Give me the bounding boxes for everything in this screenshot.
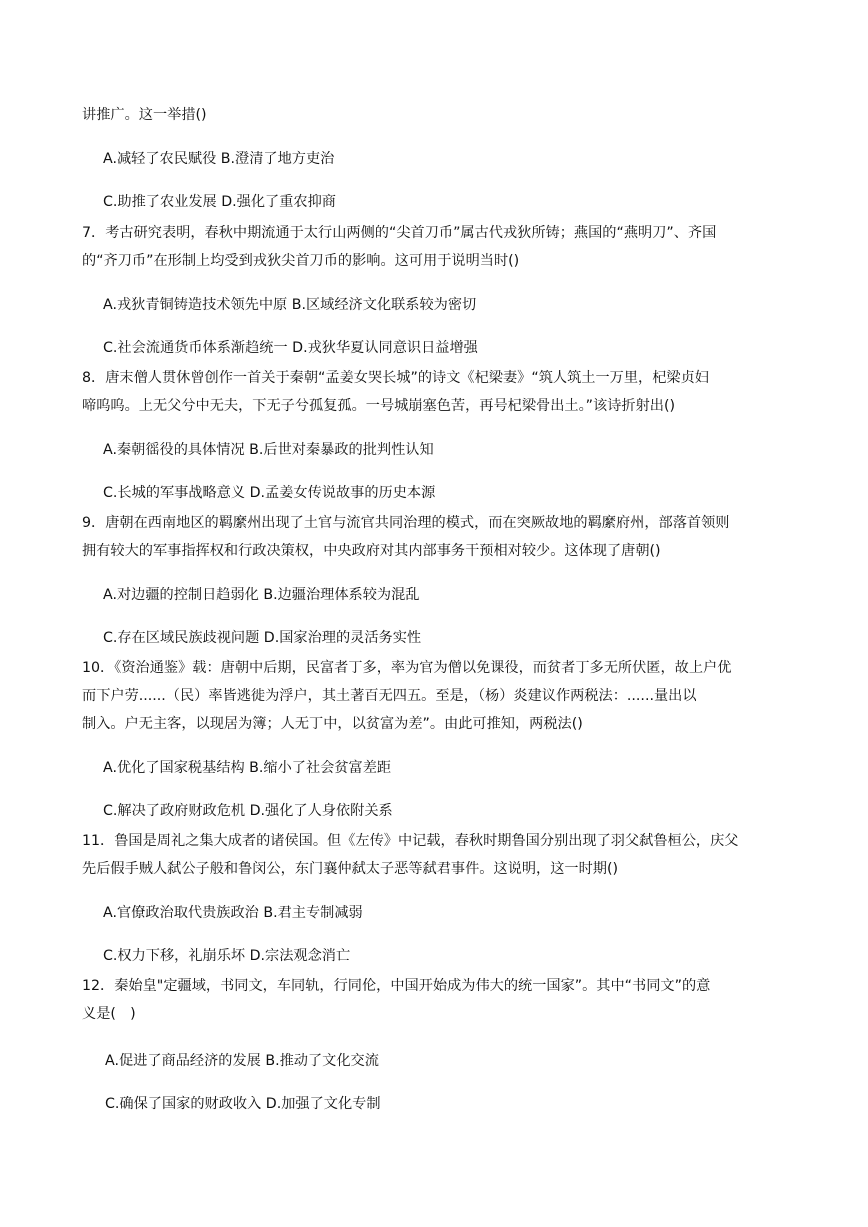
question-10-options-ab: A.优化了国家税基结构 B.缩小了社会贫富差距 <box>103 760 392 776</box>
question-6-stem-line: 讲推广。这一举措() <box>82 107 207 123</box>
question-9-stem-line-1: 9．唐朝在西南地区的羁縻州出现了土官与流官共同治理的模式，而在突厥故地的羁縻府州，部落首领则 <box>82 515 730 531</box>
question-12-stem-line-2: 义是( ) <box>82 1006 136 1022</box>
question-6-options-cd: C.助推了农业发展 D.强化了重农抑商 <box>103 194 336 210</box>
question-10-options-cd: C.解决了政府财政危机 D.强化了人身依附关系 <box>103 803 393 819</box>
question-12-options-cd: C.确保了国家的财政收入 D.加强了文化专制 <box>105 1096 381 1112</box>
question-10-stem-line-3: 制入。户无主客，以现居为簿；人无丁中，以贫富为差”。由此可推知，两税法() <box>82 716 583 732</box>
question-11-options-ab: A.官僚政治取代贵族政治 B.君主专制减弱 <box>103 905 363 921</box>
question-8-options-cd: C.长城的军事战略意义 D.孟姜女传说故事的历史本源 <box>103 485 436 501</box>
question-9-stem-line-2: 拥有较大的军事指挥权和行政决策权，中央政府对其内部事务干预相对较少。这体现了唐朝() <box>82 543 661 559</box>
question-6-options-ab: A.减轻了农民赋役 B.澄清了地方吏治 <box>103 151 335 167</box>
question-7-options-ab: A.戎狄青铜铸造技术领先中原 B.区域经济文化联系较为密切 <box>103 297 477 313</box>
question-12-stem-line-1: 12．秦始皇"定疆域，书同文，车同轨，行同伦，中国开始成为伟大的统一国家”。其中“书同文”的意 <box>82 978 711 994</box>
question-11-options-cd: C.权力下移，礼崩乐坏 D.宗法观念消亡 <box>103 948 351 964</box>
question-9-options-ab: A.对边疆的控制日趋弱化 B.边疆治理体系较为混乱 <box>103 587 420 603</box>
question-10-stem-line-1: 10．《资治通鉴》载：唐朝中后期，民富者丁多，率为官为僧以免课役，而贫者丁多无所伏匿，故上户优 <box>82 660 732 676</box>
question-8-stem-line-1: 8．唐末僧人贯休曾创作一首关于秦朝“孟姜女哭长城”的诗文《杞梁妻》“筑人筑土一万里，杞梁贞妇 <box>82 370 709 386</box>
question-8-stem-line-2: 啼呜呜。上无父兮中无夫，下无子兮孤复孤。一号城崩塞色苦，再号杞梁骨出土。”该诗折射出() <box>82 398 676 414</box>
question-10-stem-line-2: 而下户劳......（民）率皆逃徙为浮户，其土著百无四五。至是，（杨）炎建议作两税法：......量出以 <box>82 688 697 704</box>
question-11-stem-line-1: 11．鲁国是周礼之集大成者的诸侯国。但《左传》中记载，春秋时期鲁国分别出现了羽父弑鲁桓公，庆父 <box>82 833 739 849</box>
question-11-stem-line-2: 先后假手贼人弑公子般和鲁闵公，东门襄仲弑太子恶等弑君事件。这说明，这一时期() <box>82 861 619 877</box>
question-7-options-cd: C.社会流通货币体系渐趋统一 D.戎狄华夏认同意识日益增强 <box>103 340 478 356</box>
question-7-stem-line-2: 的“齐刀币”在形制上均受到戎狄尖首刀币的影响。这可用于说明当时() <box>82 253 520 269</box>
question-7-stem-line-1: 7．考古研究表明，春秋中期流通于太行山两侧的“尖首刀币”属古代戎狄所铸；燕国的“燕明刀”、齐国 <box>82 225 717 241</box>
question-8-options-ab: A.秦朝徭役的具体情况 B.后世对秦暴政的批判性认知 <box>103 442 434 458</box>
question-9-options-cd: C.存在区域民族歧视问题 D.国家治理的灵活务实性 <box>103 630 422 646</box>
question-12-options-ab: A.促进了商品经济的发展 B.推动了文化交流 <box>105 1053 379 1069</box>
